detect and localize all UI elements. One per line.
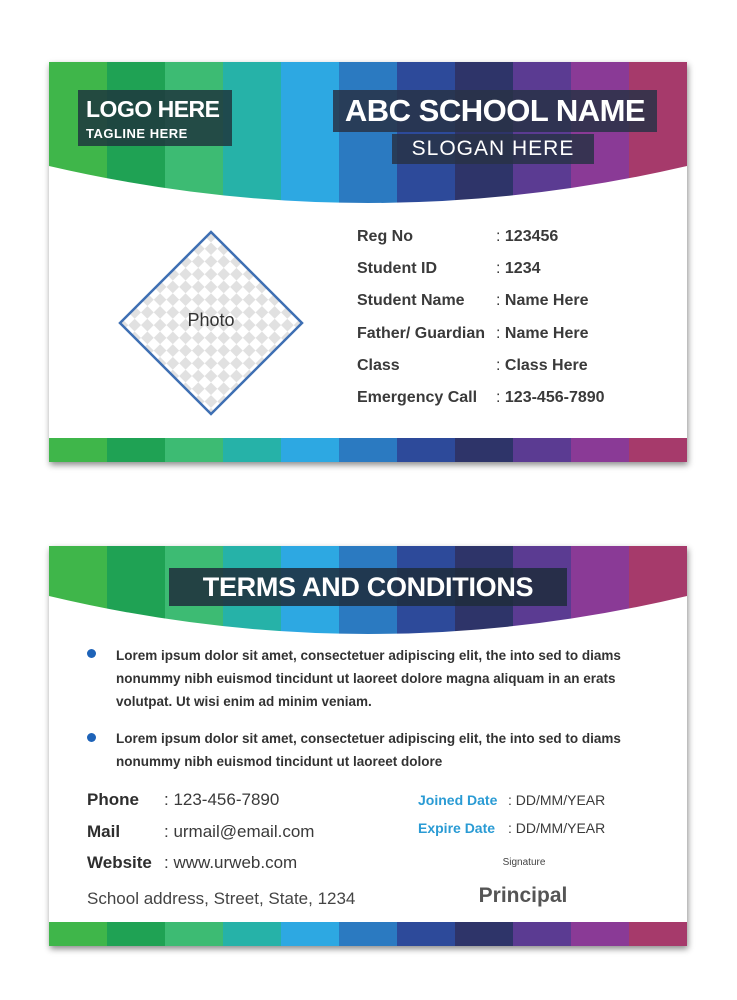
info-label: Student Name [357, 292, 465, 310]
bullet-icon [87, 649, 96, 658]
terms-paragraph [116, 727, 656, 773]
id-card-front [49, 62, 687, 462]
info-value-text: Class Here [504, 356, 588, 374]
paragraph-line: volutpat. Ut wisi enim ad minim veniam. [116, 694, 372, 709]
info-label: Class [357, 356, 400, 374]
date-value: : DD/MM/YEAR [508, 792, 606, 808]
info-separator: : [496, 356, 505, 374]
info-value [496, 292, 589, 310]
stripe-segment [165, 922, 223, 946]
contact-value: : urmail@email.com [164, 821, 315, 841]
stripe-segment [281, 922, 339, 946]
stripe-segment [107, 922, 165, 946]
signature-label: Signature [502, 857, 546, 868]
stripe-segment [281, 438, 339, 462]
info-label: Father/ Guardian [357, 324, 486, 342]
school-name: ABC SCHOOL NAME [333, 90, 657, 132]
stripe-segment [571, 438, 629, 462]
info-separator: : [496, 388, 505, 406]
id-card-back [49, 546, 687, 946]
bullet-icon [87, 733, 96, 742]
contact-label: Website [87, 853, 152, 872]
stripe-segment [571, 922, 629, 946]
info-value-text: 123456 [504, 228, 559, 245]
stripe-segment [513, 922, 571, 946]
paragraph-line: nonummy nibh euismod tincidunt ut laoreet dolore [116, 754, 443, 769]
terms-title: TERMS AND CONDITIONS [169, 568, 567, 606]
date-label: Joined Date [418, 792, 498, 808]
contact-value: : 123-456-7890 [164, 790, 280, 809]
logo-text: LOGO HERE [86, 96, 220, 122]
logo-block [78, 90, 232, 146]
info-value-text: 1234 [504, 260, 541, 278]
stripe-segment [107, 438, 165, 462]
paragraph-line: Lorem ipsum dolor sit amet, consectetuer adipiscing elit, the into sed to diams [116, 731, 621, 746]
stripe-segment [223, 438, 281, 462]
info-value [496, 357, 588, 375]
contact-label: Phone [87, 790, 139, 809]
stripe-segment [223, 922, 281, 946]
info-label: Reg No [357, 228, 413, 245]
info-value [496, 325, 589, 343]
terms-paragraph [116, 644, 656, 713]
stripe-segment [49, 438, 107, 462]
stripe-segment [455, 922, 513, 946]
info-separator: : [496, 260, 505, 278]
school-address: School address, Street, State, 1234 [87, 889, 356, 908]
info-value-text: Name Here [504, 292, 589, 310]
stripe-segment [339, 438, 397, 462]
school-slogan: SLOGAN HERE [392, 134, 594, 164]
stripe-segment [397, 922, 455, 946]
signer-title: Principal [478, 884, 568, 907]
stripe-segment [513, 438, 571, 462]
paragraph-line: nonummy nibh euismod tincidunt ut laoreet dolore magna aliquam in an erats [116, 671, 616, 686]
stripe-segment [629, 438, 687, 462]
contact-value: : www.urweb.com [164, 853, 298, 872]
footer-stripes [49, 438, 687, 462]
tagline-text: TAGLINE HERE [86, 126, 188, 141]
info-value [496, 389, 605, 407]
contact-label: Mail [87, 821, 121, 841]
info-separator: : [496, 228, 505, 245]
stripe-segment [49, 922, 107, 946]
info-value [496, 260, 540, 278]
info-separator: : [496, 324, 505, 342]
date-label: Expire Date [418, 819, 496, 836]
stripe-segment [397, 438, 455, 462]
stripe-segment [165, 438, 223, 462]
date-value: : DD/MM/YEAR [508, 819, 606, 836]
stripe-segment [339, 922, 397, 946]
footer-stripes [49, 922, 687, 946]
stripe-segment [629, 922, 687, 946]
info-value [496, 228, 558, 246]
info-separator: : [496, 292, 505, 310]
info-label: Emergency Call [357, 388, 478, 406]
photo-label: Photo [187, 310, 235, 330]
stripe-segment [455, 438, 513, 462]
info-value-text: Name Here [504, 324, 589, 342]
paragraph-line: Lorem ipsum dolor sit amet, consectetuer adipiscing elit, the into sed to diams [116, 648, 621, 663]
info-label: Student ID [357, 260, 437, 278]
info-value-text: 123-456-7890 [504, 388, 605, 406]
